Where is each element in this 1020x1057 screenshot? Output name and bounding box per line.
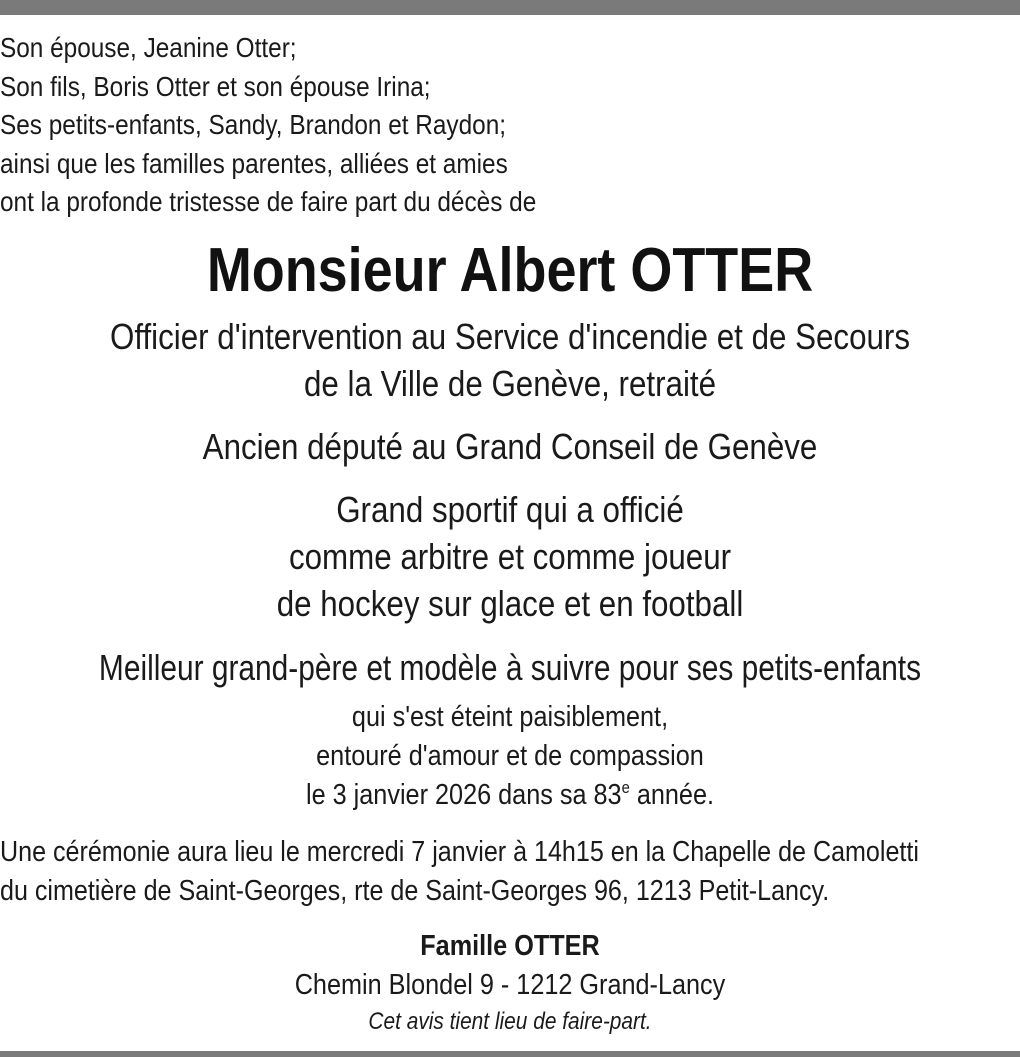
title-line: de la Ville de Genève, retraité [303,363,717,404]
grandfather-line: Meilleur grand-père et modèle à suivre pour ses petits-enfants [98,647,922,688]
deceased-title-block [0,313,1020,407]
grandfather-block [0,644,1020,691]
deputy-line: Ancien député au Grand Conseil de Genève [202,426,818,467]
family-line-grandchildren: Ses petits-enfants, Sandy, Brandon et Raydon; [0,109,507,140]
sport-block [0,486,1020,627]
death-date-line [66,776,953,815]
ceremony-line: Une cérémonie aura lieu le mercredi 7 janvier à 14h15 en la Chapelle de Camoletti [0,836,919,868]
announcement-note: Cet avis tient lieu de faire-part. [368,1008,652,1035]
sport-line: Grand sportif qui a officié [336,489,684,530]
title-line: Officier d'intervention au Service d'incendie et de Secours [109,316,911,357]
family-announcement [0,29,1020,222]
ordinal-superscript: e [621,778,630,797]
family-line-spouse: Son épouse, Jeanine Otter; [0,32,297,63]
deputy-block [0,423,1020,470]
bottom-border-rule [0,1051,1020,1057]
ceremony-block [0,833,1020,911]
family-line-relatives: ainsi que les familles parentes, alliées et amies [0,147,508,179]
sport-line: comme arbitre et comme joueur [288,536,732,577]
sport-line: de hockey sur glace et en football [276,583,744,624]
signature-block [0,927,1020,1039]
family-line-announcement: ont la profonde tristesse de faire part du décès de [0,186,537,217]
death-notice-line: qui s'est éteint paisiblement, [351,701,669,733]
top-border-rule [0,0,1020,15]
death-date-text: le 3 janvier 2026 dans sa 83 [305,779,622,811]
death-date-suffix: année. [629,779,715,811]
death-notice-line: entouré d'amour et de compassion [316,740,704,772]
family-line-son: Son fils, Boris Otter et son épouse Irina; [0,70,431,102]
deceased-name: Monsieur Albert OTTER [206,236,814,305]
family-address: Chemin Blondel 9 - 1212 Grand-Lancy [294,969,726,1001]
deceased-name-block [0,236,1020,306]
ceremony-line: du cimetière de Saint-Georges, rte de Saint-Georges 96, 1213 Petit-Lancy. [0,875,830,907]
family-signature: Famille OTTER [420,930,600,962]
death-notice-block [0,698,1020,815]
